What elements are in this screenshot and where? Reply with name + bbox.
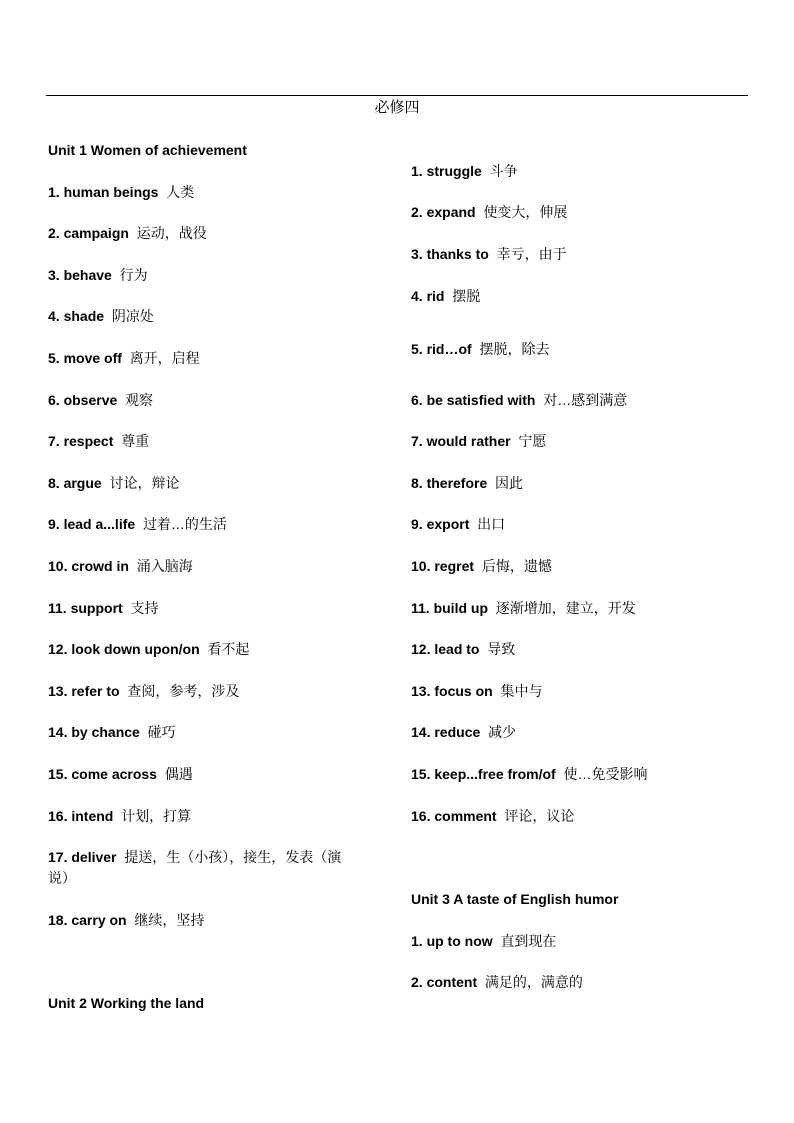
vocab-entry bbox=[411, 514, 505, 534]
vocab-entry bbox=[411, 202, 567, 222]
entry-term: 1. human beings bbox=[48, 184, 159, 200]
vocab-entry bbox=[411, 806, 574, 826]
vocab-entry bbox=[411, 286, 480, 306]
entry-meaning: 人类 bbox=[166, 184, 195, 200]
vocab-entry bbox=[48, 348, 200, 368]
entry-term: 4. rid bbox=[411, 288, 445, 304]
entry-term: 13. refer to bbox=[48, 683, 120, 699]
entry-meaning: 后悔，遗憾 bbox=[481, 558, 552, 574]
vocab-entry bbox=[48, 223, 207, 243]
vocab-entry bbox=[48, 473, 179, 493]
header-rule bbox=[46, 95, 748, 96]
vocab-entry bbox=[48, 306, 154, 326]
vocab-entry bbox=[411, 972, 583, 992]
entry-meaning: 看不起 bbox=[207, 641, 250, 657]
entry-term: 12. look down upon/on bbox=[48, 641, 200, 657]
vocab-entry bbox=[411, 244, 567, 264]
vocab-entry bbox=[48, 265, 148, 285]
vocab-entry bbox=[411, 931, 556, 951]
entry-term: 18. carry on bbox=[48, 912, 127, 928]
entry-meaning: 查阅，参考，涉及 bbox=[127, 683, 240, 699]
entry-term: 13. focus on bbox=[411, 683, 493, 699]
vocab-entry bbox=[48, 764, 193, 784]
vocab-entry bbox=[48, 910, 204, 930]
vocab-entry bbox=[411, 639, 515, 659]
entry-meaning: 使…免受影响 bbox=[563, 766, 648, 782]
entry-continuation bbox=[48, 868, 76, 888]
entry-term: 11. support bbox=[48, 600, 123, 616]
entry-meaning: 使变大，伸展 bbox=[483, 204, 568, 220]
entry-meaning: 满足的，满意的 bbox=[484, 974, 583, 990]
page-title: 必修四 bbox=[374, 99, 420, 116]
vocab-entry bbox=[411, 339, 549, 359]
entry-meaning: 幸亏，由于 bbox=[496, 246, 567, 262]
unit-heading: Unit 2 Working the land bbox=[48, 995, 205, 1011]
entry-meaning: 涌入脑海 bbox=[136, 558, 193, 574]
vocab-entry bbox=[48, 681, 239, 701]
entry-meaning: 导致 bbox=[487, 641, 516, 657]
vocab-entry bbox=[411, 473, 523, 493]
entry-meaning: 离开，启程 bbox=[129, 350, 200, 366]
entry-term: 5. rid…of bbox=[411, 341, 472, 357]
entry-term: 3. thanks to bbox=[411, 246, 489, 262]
entry-meaning: 摆脱 bbox=[452, 288, 481, 304]
entry-term: 9. export bbox=[411, 516, 470, 532]
vocab-entry bbox=[411, 681, 542, 701]
entry-term: 15. come across bbox=[48, 766, 157, 782]
entry-meaning: 阴凉处 bbox=[111, 308, 154, 324]
entry-meaning: 因此 bbox=[495, 475, 524, 491]
vocab-entry bbox=[48, 514, 227, 534]
entry-meaning: 宁愿 bbox=[518, 433, 547, 449]
vocab-entry bbox=[48, 639, 249, 659]
entry-term: 7. would rather bbox=[411, 433, 511, 449]
entry-term: 6. be satisfied with bbox=[411, 392, 536, 408]
entry-term: 1. struggle bbox=[411, 163, 482, 179]
unit-heading: Unit 3 A taste of English humor bbox=[411, 891, 619, 907]
entry-term: 3. behave bbox=[48, 267, 112, 283]
entry-meaning: 集中与 bbox=[500, 683, 543, 699]
vocab-entry bbox=[411, 161, 518, 181]
entry-meaning: 行为 bbox=[119, 267, 148, 283]
vocab-entry bbox=[48, 390, 153, 410]
entry-meaning: 碰巧 bbox=[147, 724, 176, 740]
entry-term: 4. shade bbox=[48, 308, 105, 324]
entry-meaning: 讨论，辩论 bbox=[109, 475, 180, 491]
entry-term: 16. comment bbox=[411, 808, 497, 824]
vocab-entry bbox=[411, 390, 627, 410]
entry-meaning: 运动，战役 bbox=[136, 225, 207, 241]
entry-meaning: 支持 bbox=[130, 600, 159, 616]
entry-term: 1. up to now bbox=[411, 933, 493, 949]
unit-heading: Unit 1 Women of achievement bbox=[48, 142, 247, 158]
vocab-entry bbox=[48, 847, 341, 867]
entry-term: 12. lead to bbox=[411, 641, 480, 657]
vocab-entry bbox=[411, 598, 636, 618]
entry-meaning: 观察 bbox=[125, 392, 154, 408]
vocab-entry bbox=[48, 598, 158, 618]
entry-meaning: 提送，生（小孩），接生，发表（演 bbox=[124, 849, 342, 865]
entry-meaning: 偶遇 bbox=[164, 766, 193, 782]
entry-term: 11. build up bbox=[411, 600, 489, 616]
vocab-entry bbox=[48, 806, 191, 826]
entry-meaning: 摆脱，除去 bbox=[479, 341, 550, 357]
entry-term: 14. reduce bbox=[411, 724, 481, 740]
entry-meaning: 继续，坚持 bbox=[134, 912, 205, 928]
entry-meaning: 说） bbox=[48, 870, 76, 886]
vocab-entry bbox=[411, 556, 552, 576]
vocab-entry bbox=[48, 722, 176, 742]
entry-term: 9. lead a...life bbox=[48, 516, 136, 532]
vocab-entry bbox=[411, 722, 516, 742]
entry-term: 7. respect bbox=[48, 433, 114, 449]
vocab-entry bbox=[411, 764, 648, 784]
entry-term: 14. by chance bbox=[48, 724, 140, 740]
entry-meaning: 直到现在 bbox=[500, 933, 557, 949]
entry-term: 8. therefore bbox=[411, 475, 488, 491]
entry-term: 15. keep...free from/of bbox=[411, 766, 556, 782]
entry-meaning: 尊重 bbox=[121, 433, 150, 449]
entry-term: 6. observe bbox=[48, 392, 118, 408]
entry-meaning: 减少 bbox=[488, 724, 517, 740]
entry-term: 2. content bbox=[411, 974, 478, 990]
vocab-entry bbox=[48, 431, 149, 451]
entry-meaning: 对…感到满意 bbox=[543, 392, 628, 408]
vocab-entry bbox=[48, 556, 193, 576]
entry-meaning: 计划，打算 bbox=[121, 808, 192, 824]
entry-meaning: 评论，议论 bbox=[504, 808, 575, 824]
vocab-entry bbox=[48, 182, 194, 202]
entry-term: 2. campaign bbox=[48, 225, 129, 241]
entry-term: 10. crowd in bbox=[48, 558, 129, 574]
entry-meaning: 出口 bbox=[477, 516, 506, 532]
entry-term: 8. argue bbox=[48, 475, 102, 491]
entry-term: 10. regret bbox=[411, 558, 475, 574]
entry-meaning: 逐渐增加，建立，开发 bbox=[495, 600, 636, 616]
entry-meaning: 过着…的生活 bbox=[142, 516, 227, 532]
entry-meaning: 斗争 bbox=[489, 163, 518, 179]
vocab-entry bbox=[411, 431, 546, 451]
entry-term: 5. move off bbox=[48, 350, 122, 366]
entry-term: 2. expand bbox=[411, 204, 476, 220]
entry-term: 17. deliver bbox=[48, 849, 117, 865]
entry-term: 16. intend bbox=[48, 808, 114, 824]
